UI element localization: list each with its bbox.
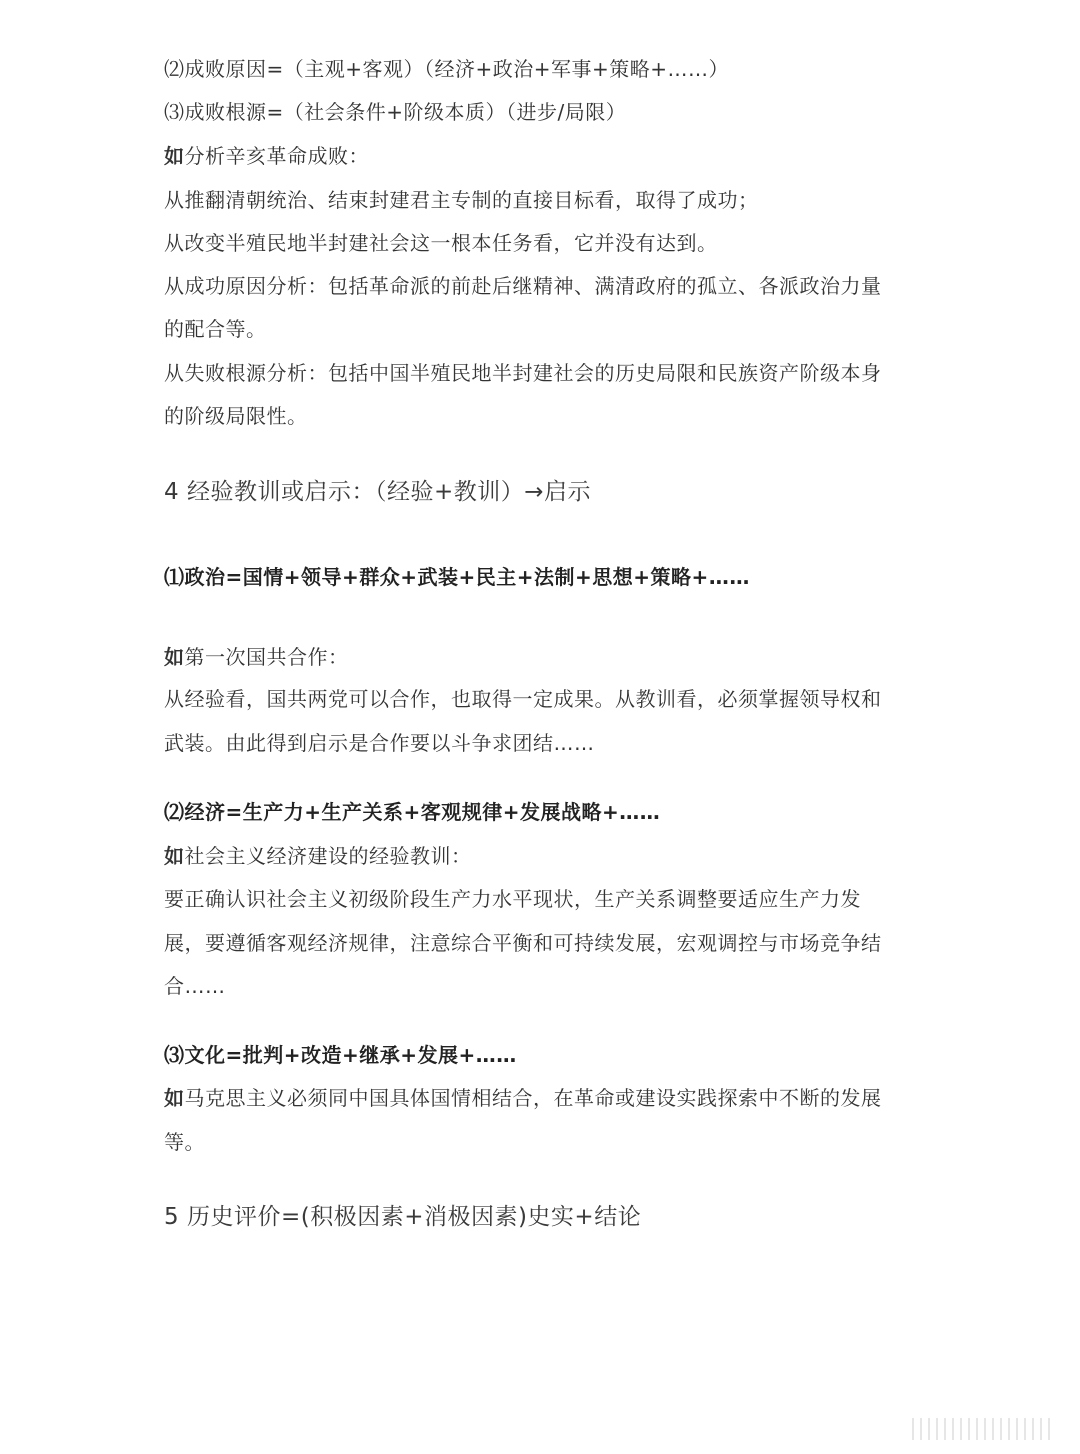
section-4-heading: 4 经验教训或启示：（经验+教训）→启示 xyxy=(164,479,591,505)
example-lead: 如 xyxy=(164,645,185,669)
example-heading-culture xyxy=(164,1084,882,1112)
example-text: 社会主义经济建设的经验教训： xyxy=(184,844,472,868)
subheading-politics: ⑴政治=国情+领导+群众+武装+民主+法制+思想+策略+…… xyxy=(164,565,750,589)
paragraph-line: 从成功原因分析：包括革命派的前赴后继精神、满清政府的孤立、各派政治力量 xyxy=(164,274,882,298)
subheading-economy: ⑵经济=生产力+生产关系+客观规律+发展战略+…… xyxy=(164,800,661,824)
paragraph-line: 从推翻清朝统治、结束封建君主专制的直接目标看，取得了成功； xyxy=(164,188,759,212)
root-cause-line: ⑶成败根源=（社会条件+阶级本质）（进步/局限） xyxy=(164,100,627,124)
section-5-heading: 5 历史评价=(积极因素+消极因素)史实+结论 xyxy=(164,1204,642,1230)
paragraph-line: 展，要遵循客观经济规律，注意综合平衡和可持续发展，宏观调控与市场竞争结 xyxy=(164,931,882,955)
paragraph-line: 的阶级局限性。 xyxy=(164,404,308,428)
paragraph-line: 从失败根源分析：包括中国半殖民地半封建社会的历史局限和民族资产阶级本身 xyxy=(164,361,882,385)
example-lead: 如 xyxy=(164,844,185,868)
paragraph-line: 合…… xyxy=(164,974,226,998)
reason-line: ⑵成败原因=（主观+客观）（经济+政治+军事+策略+……） xyxy=(164,57,730,81)
example-text: 第一次国共合作： xyxy=(184,645,349,669)
example-lead: 如 xyxy=(164,144,185,168)
paragraph-line: 的配合等。 xyxy=(164,317,267,341)
example-text: 分析辛亥革命成败： xyxy=(184,144,369,168)
paragraph-line: 要正确认识社会主义初级阶段生产力水平现状，生产关系调整要适应生产力发 xyxy=(164,887,861,911)
example-text: 马克思主义必须同中国具体国情相结合，在革命或建设实践探索中不断的发展 xyxy=(184,1086,882,1110)
watermark-stripes xyxy=(912,1418,1062,1442)
example-heading-kmt-cpc xyxy=(164,643,349,671)
paragraph-line: 从经验看，国共两党可以合作，也取得一定成果。从教训看，必须掌握领导权和 xyxy=(164,687,882,711)
example-heading-economy xyxy=(164,842,472,870)
paragraph-line: 等。 xyxy=(164,1130,205,1154)
example-lead: 如 xyxy=(164,1086,185,1110)
subheading-culture: ⑶文化=批判+改造+继承+发展+…… xyxy=(164,1043,517,1067)
paragraph-line: 武装。由此得到启示是合作要以斗争求团结…… xyxy=(164,731,595,755)
example-heading-xinhai xyxy=(164,142,369,170)
paragraph-line: 从改变半殖民地半封建社会这一根本任务看，它并没有达到。 xyxy=(164,231,718,255)
